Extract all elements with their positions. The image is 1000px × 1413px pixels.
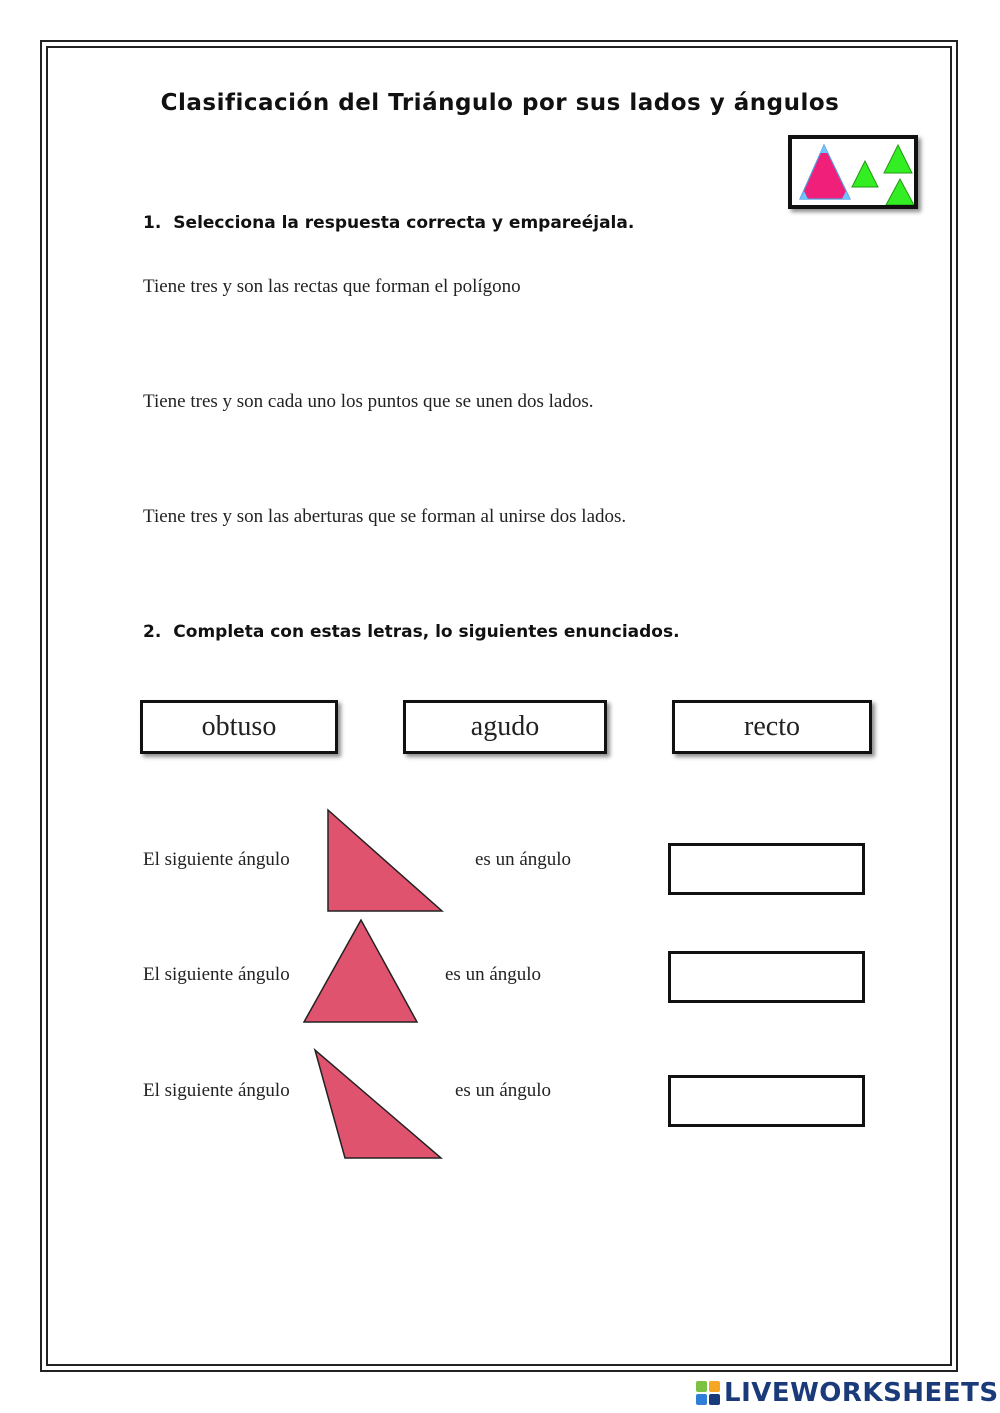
section-1-heading [143,213,634,233]
row-1-suffix: es un ángulo [475,849,572,870]
row-1-prefix: El siguiente ángulo [143,849,290,870]
row-2-suffix: es un ángulo [445,964,542,985]
brand-name: LIVEWORKSHEETS [724,1378,999,1408]
section-2-heading [143,622,680,642]
word-card-agudo[interactable]: agudo [403,700,607,754]
section-2-number: 2. [143,622,162,642]
answer-box-3[interactable] [668,1075,865,1127]
row-3-prefix: El siguiente ángulo [143,1080,290,1101]
triangles-illustration-icon [792,139,914,205]
answer-box-1[interactable] [668,843,865,895]
statement-angles: Tiene tres y son las aberturas que se forman al unirse dos lados. [143,506,627,527]
right-triangle-figure [326,808,444,913]
word-card-recto[interactable]: recto [672,700,872,754]
obtuse-triangle-figure [312,1048,444,1160]
liveworksheets-logo-icon [696,1381,720,1405]
section-1-number: 1. [143,213,162,233]
acute-triangle-figure [302,918,419,1024]
statement-vertices: Tiene tres y son cada uno los puntos que se unen dos lados. [143,391,594,412]
worksheet-title: Clasificación del Triángulo por sus lados y ángulos [160,90,840,116]
statement-sides: Tiene tres y son las rectas que forman el polígono [143,276,521,297]
triangles-thumbnail-image [788,135,918,209]
answer-box-2[interactable] [668,951,865,1003]
liveworksheets-logo[interactable] [696,1377,999,1409]
section-1-text: Selecciona la respuesta correcta y empareéjala. [173,213,635,233]
row-2-prefix: El siguiente ángulo [143,964,290,985]
word-card-obtuso[interactable]: obtuso [140,700,338,754]
section-2-text: Completa con estas letras, lo siguientes enunciados. [173,622,680,642]
row-3-suffix: es un ángulo [455,1080,552,1101]
